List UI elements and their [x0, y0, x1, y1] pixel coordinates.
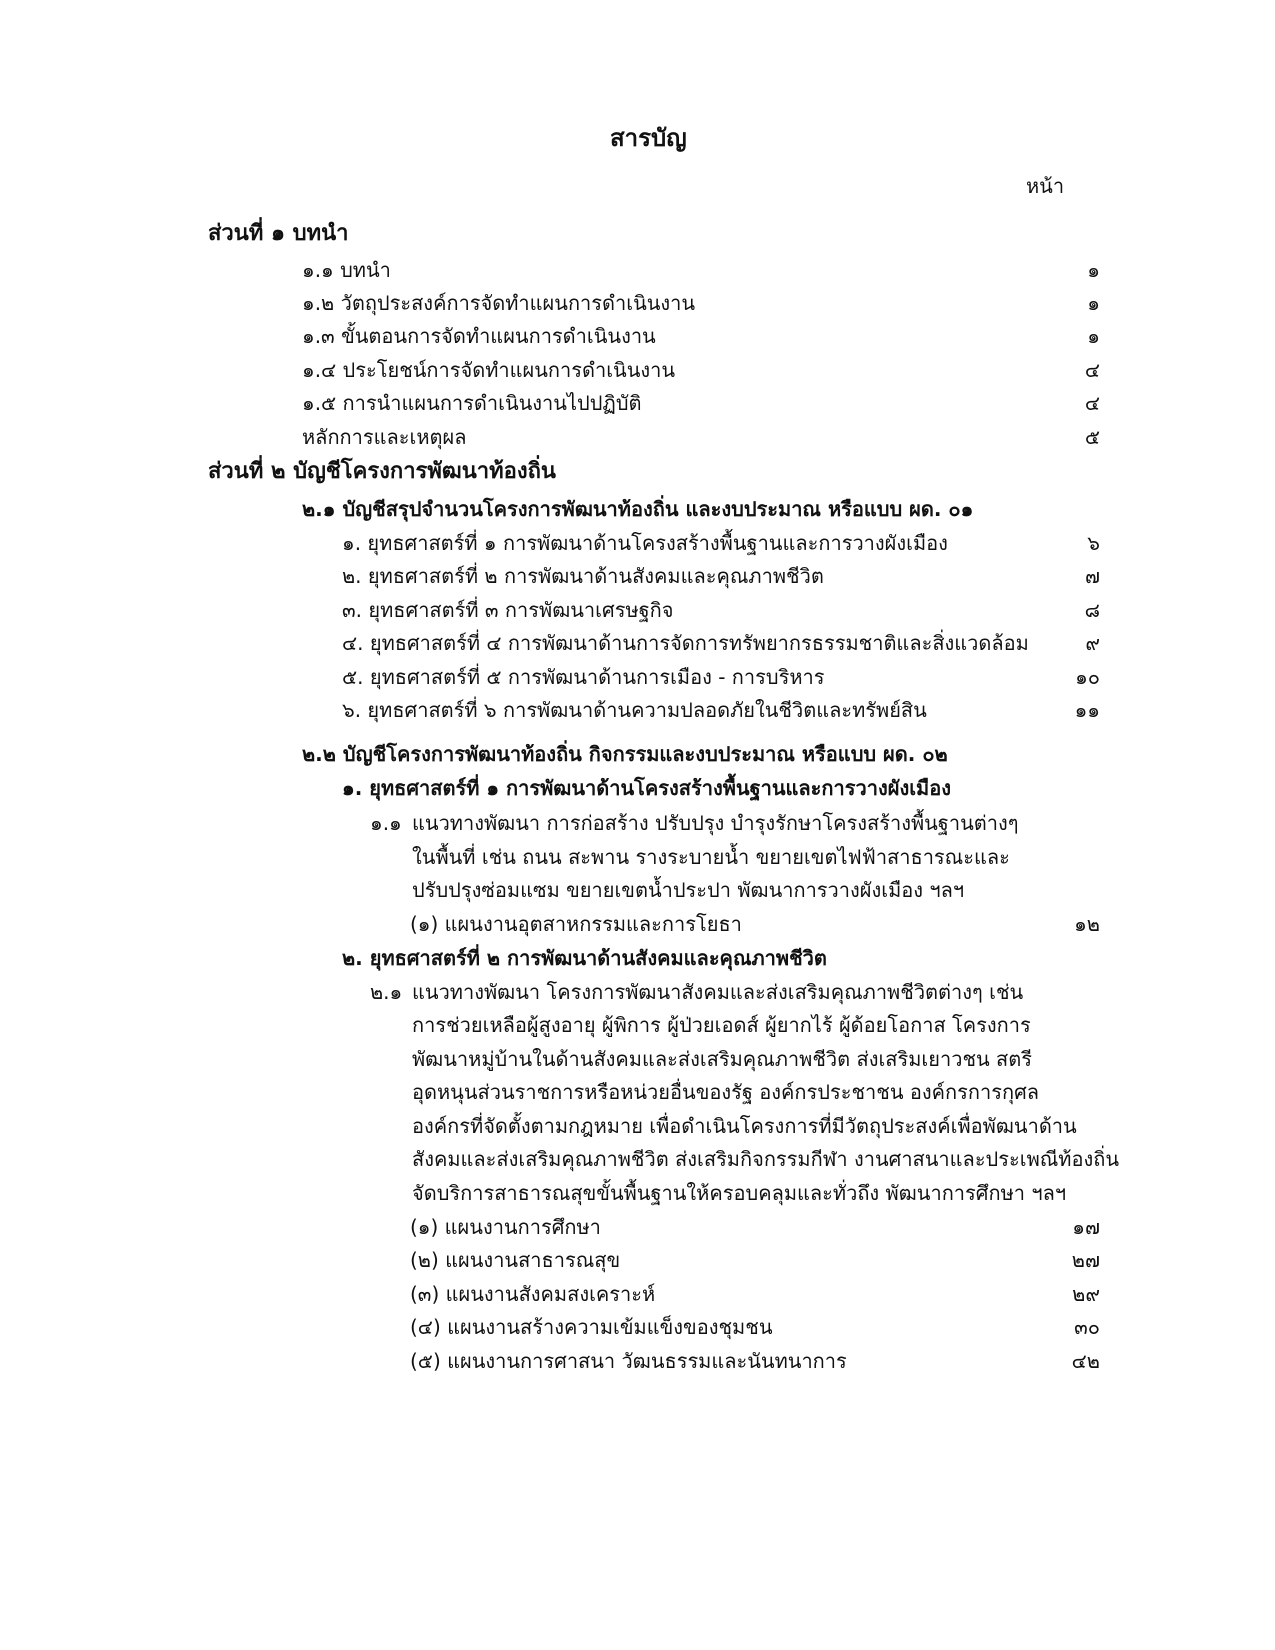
toc-entry: ๖. ยุทธศาสตร์ที่ ๖ การพัฒนาด้านความปลอดภัยในชีวิตและทรัพย์สิน [342, 698, 927, 722]
section-2-2-heading: ๒.๒ บัญชีโครงการพัฒนาท้องถิ่น กิจกรรมและงบประมาณ หรือแบบ ผด. ๐๒ [302, 742, 948, 766]
part2-heading: ส่วนที่ ๒ บัญชีโครงการพัฒนาท้องถิ่น [208, 459, 556, 484]
guideline-number: ๒.๑ [370, 980, 403, 1004]
plan-entry: (๒) แผนงานสาธารณสุข [410, 1248, 621, 1272]
toc-page-number: ๑๒ [1074, 912, 1100, 936]
guideline-text-line: ในพื้นที่ เช่น ถนน สะพาน รางระบายน้ำ ขยายเขตไฟฟ้าสาธารณะและ [412, 845, 1010, 869]
toc-entry: ๒. ยุทธศาสตร์ที่ ๒ การพัฒนาด้านสังคมและคุณภาพชีวิต [342, 564, 824, 588]
guideline-text-line: สังคมและส่งเสริมคุณภาพชีวิต ส่งเสริมกิจกรรมกีฬา งานศาสนาและประเพณีท้องถิ่น [412, 1147, 1120, 1171]
toc-page-number: ๔๒ [1071, 1349, 1100, 1373]
toc-entry: ๑. ยุทธศาสตร์ที่ ๑ การพัฒนาด้านโครงสร้างพื้นฐานและการวางผังเมือง [342, 531, 948, 555]
toc-entry: ๑.๔ ประโยชน์การจัดทำแผนการดำเนินงาน [302, 358, 676, 382]
toc-page-number: ๔ [1084, 358, 1100, 382]
plan-entry: (๕) แผนงานการศาสนา วัฒนธรรมและนันทนาการ [410, 1349, 847, 1373]
toc-entry: หลักการและเหตุผล [302, 425, 467, 449]
toc-page-number: ๑ [1087, 324, 1100, 348]
toc-page-number: ๘ [1084, 598, 1100, 622]
guideline-text-line: จัดบริการสาธารณสุขขั้นพื้นฐานให้ครอบคลุมและทั่วถึง พัฒนาการศึกษา ฯลฯ [412, 1181, 1067, 1205]
toc-page-number: ๒๗ [1071, 1248, 1100, 1272]
plan-entry: (๑) แผนงานการศึกษา [410, 1215, 601, 1239]
page-title: สารบัญ [610, 124, 687, 152]
plan-entry: (๓) แผนงานสังคมสงเคราะห์ [410, 1282, 656, 1306]
toc-page-number: ๑ [1087, 258, 1100, 282]
strategy-2-heading: ๒. ยุทธศาสตร์ที่ ๒ การพัฒนาด้านสังคมและคุณภาพชีวิต [342, 946, 827, 970]
toc-page-number: ๕ [1084, 425, 1100, 449]
page-column-header: หน้า [1026, 174, 1065, 198]
toc-entry: ๑.๕ การนำแผนการดำเนินงานไปปฏิบัติ [302, 391, 642, 415]
guideline-text-line: การช่วยเหลือผู้สูงอายุ ผู้พิการ ผู้ป่วยเอดส์ ผู้ยากไร้ ผู้ด้อยโอกาส โครงการ [412, 1013, 1031, 1037]
guideline-text-line: ปรับปรุงซ่อมแซม ขยายเขตน้ำประปา พัฒนาการวางผังเมือง ฯลฯ [412, 878, 965, 902]
guideline-text-line: องค์กรที่จัดตั้งตามกฎหมาย เพื่อดำเนินโครงการที่มีวัตถุประสงค์เพื่อพัฒนาด้าน [412, 1114, 1077, 1138]
toc-entry: ๑.๑ บทนำ [302, 258, 391, 282]
guideline-text-line: พัฒนาหมู่บ้านในด้านสังคมและส่งเสริมคุณภาพชีวิต ส่งเสริมเยาวชน สตรี [412, 1047, 1032, 1071]
toc-entry: ๑.๓ ขั้นตอนการจัดทำแผนการดำเนินงาน [302, 324, 656, 348]
guideline-text-line: อุดหนุนส่วนราชการหรือหน่วยอื่นของรัฐ องค์กรประชาชน องค์กรการกุศล [412, 1080, 1040, 1104]
toc-page-number: ๙ [1085, 631, 1100, 655]
toc-page-number: ๑๑ [1074, 698, 1100, 722]
guideline-text-line: แนวทางพัฒนา โครงการพัฒนาสังคมและส่งเสริมคุณภาพชีวิตต่างๆ เช่น [412, 980, 1024, 1004]
section-2-1-heading: ๒.๑ บัญชีสรุปจำนวนโครงการพัฒนาท้องถิ่น และงบประมาณ หรือแบบ ผด. ๐๑ [302, 497, 974, 521]
toc-page-number: ๔ [1084, 391, 1100, 415]
toc-entry: ๔. ยุทธศาสตร์ที่ ๔ การพัฒนาด้านการจัดการทรัพยากรธรรมชาติและสิ่งแวดล้อม [342, 631, 1029, 655]
toc-page-number: ๗ [1084, 564, 1100, 588]
toc-page-number: ๑๗ [1072, 1215, 1100, 1239]
toc-entry: ๑.๒ วัตถุประสงค์การจัดทำแผนการดำเนินงาน [302, 291, 696, 315]
plan-entry: (๑) แผนงานอุตสาหกรรมและการโยธา [410, 912, 742, 936]
toc-entry: ๕. ยุทธศาสตร์ที่ ๕ การพัฒนาด้านการเมือง - การบริหาร [342, 665, 825, 689]
strategy-1-heading: ๑. ยุทธศาสตร์ที่ ๑ การพัฒนาด้านโครงสร้างพื้นฐานและการวางผังเมือง [342, 776, 952, 800]
guideline-text-line: แนวทางพัฒนา การก่อสร้าง ปรับปรุง บำรุงรักษาโครงสร้างพื้นฐานต่างๆ [412, 811, 1019, 835]
toc-page-number: ๒๙ [1072, 1282, 1100, 1306]
toc-page-number: ๑๐ [1075, 665, 1100, 689]
toc-entry: ๓. ยุทธศาสตร์ที่ ๓ การพัฒนาเศรษฐกิจ [342, 598, 674, 622]
part1-heading: ส่วนที่ ๑ บทนำ [208, 221, 349, 246]
toc-page-number: ๑ [1087, 291, 1100, 315]
plan-entry: (๔) แผนงานสร้างความเข้มแข็งของชุมชน [410, 1315, 773, 1339]
toc-page-number: ๓๐ [1074, 1315, 1100, 1339]
toc-page-number: ๖ [1087, 531, 1100, 555]
guideline-number: ๑.๑ [370, 811, 402, 835]
